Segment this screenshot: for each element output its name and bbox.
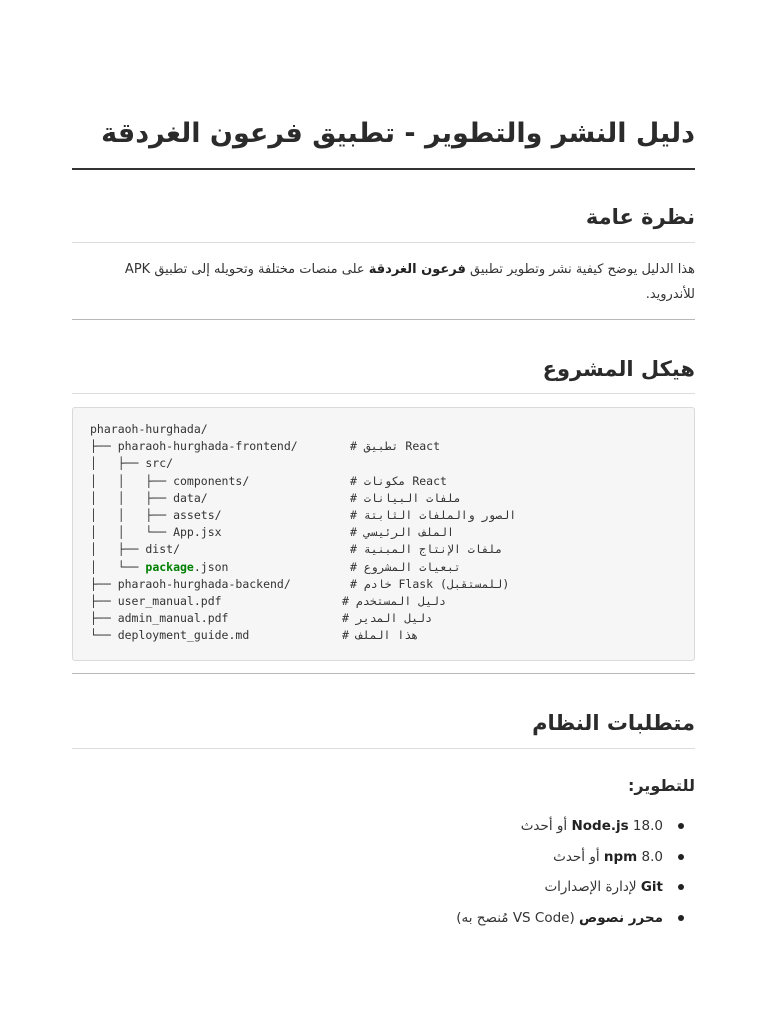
structure-heading-rule: [72, 393, 695, 394]
code-line: [90, 627, 694, 644]
code-comment: # الملف الرئيسي: [350, 525, 454, 540]
requirement-detail: (VS Code مُنصح به): [456, 909, 580, 926]
code-line: [90, 576, 694, 593]
document-title: دليل النشر والتطوير - تطبيق فرعون الغردقة: [101, 118, 695, 149]
code-comment: # تطبيق React: [350, 439, 441, 454]
overview-paragraph: [72, 257, 695, 307]
list-item: [72, 844, 695, 875]
code-tree-prefix: │ └──: [90, 559, 146, 574]
section-divider-1: [72, 319, 695, 320]
code-line: [90, 593, 694, 610]
list-item: [72, 813, 695, 844]
requirements-heading-rule: [72, 748, 695, 749]
code-tree-text: └── deployment_guide.md: [90, 628, 250, 643]
code-line: [90, 559, 694, 576]
bullet-icon: [678, 823, 684, 829]
code-line: [90, 421, 694, 438]
code-tree-text: │ │ └── App.jsx: [90, 525, 222, 540]
code-line: [90, 490, 694, 507]
code-tree-text: │ │ ├── components/: [90, 473, 250, 488]
document-page: [72, 0, 695, 1024]
code-tree-text: │ ├── dist/: [90, 542, 181, 557]
code-line: [90, 524, 694, 541]
code-tree-text: │ ├── src/: [90, 456, 174, 471]
code-comment: # دليل المستخدم: [342, 593, 446, 608]
requirement-name: Node.js: [571, 818, 629, 834]
code-tree-text: │ │ ├── data/: [90, 490, 208, 505]
code-comment: # تبعيات المشروع: [350, 559, 461, 574]
requirement-name: محرر نصوص: [579, 909, 663, 926]
title-underline: [72, 168, 695, 170]
app-name-bold: فرعون الغردقة: [368, 262, 466, 277]
requirements-list: [72, 813, 695, 935]
code-line: [90, 541, 694, 558]
section-divider-2: [72, 673, 695, 674]
code-tree-text: ├── pharaoh-hurghada-backend/: [90, 576, 291, 591]
code-line: [90, 507, 694, 524]
requirement-detail: 18.0 أو أحدث: [520, 818, 663, 834]
code-line: [90, 473, 694, 490]
code-line: [90, 438, 694, 455]
code-tree-text: pharaoh-hurghada/: [90, 422, 208, 436]
code-tree-text: │ │ ├── assets/: [90, 507, 222, 522]
code-comment: # هذا الملف: [342, 628, 419, 643]
overview-heading-rule: [72, 242, 695, 243]
structure-heading: هيكل المشروع: [542, 357, 695, 381]
code-tree-text: ├── pharaoh-hurghada-frontend/: [90, 439, 298, 454]
code-comment: # مكونات React: [350, 473, 447, 488]
requirement-detail: لإدارة الإصدارات: [544, 879, 641, 895]
code-keyword: package: [145, 559, 194, 574]
code-tree-suffix: .json: [193, 559, 229, 574]
requirement-detail: 8.0 أو أحدث: [553, 848, 663, 865]
bullet-icon: [678, 884, 684, 890]
code-comment: # ملفات البيانات: [350, 490, 461, 505]
code-line: [90, 610, 694, 627]
overview-heading: نظرة عامة: [585, 205, 695, 229]
requirement-name: Git: [640, 879, 663, 895]
list-item: [72, 905, 695, 936]
overview-text-before: هذا الدليل يوضح كيفية نشر وتطوير تطبيق: [465, 262, 695, 277]
requirement-name: npm: [603, 848, 638, 865]
list-item: [72, 874, 695, 905]
overview-text-after: على منصات مختلفة وتحويله إلى تطبيق APK للأندرويد.: [124, 262, 695, 302]
bullet-icon: [678, 915, 684, 921]
code-tree-text: ├── admin_manual.pdf: [90, 611, 229, 626]
code-comment: # خادم Flask (للمستقبل): [350, 576, 510, 591]
development-subheading: للتطوير:: [627, 776, 695, 795]
code-line: [90, 455, 694, 472]
code-tree-text: ├── user_manual.pdf: [90, 593, 222, 608]
code-comment: # دليل المدير: [342, 611, 433, 626]
code-tree-text: [90, 559, 228, 576]
code-comment: # الصور والملفات الثابتة: [350, 507, 517, 522]
requirements-heading: متطلبات النظام: [532, 711, 695, 735]
bullet-icon: [678, 854, 684, 860]
project-tree-code-block: [72, 407, 695, 661]
code-comment: # ملفات الإنتاج المبنية: [350, 542, 503, 557]
